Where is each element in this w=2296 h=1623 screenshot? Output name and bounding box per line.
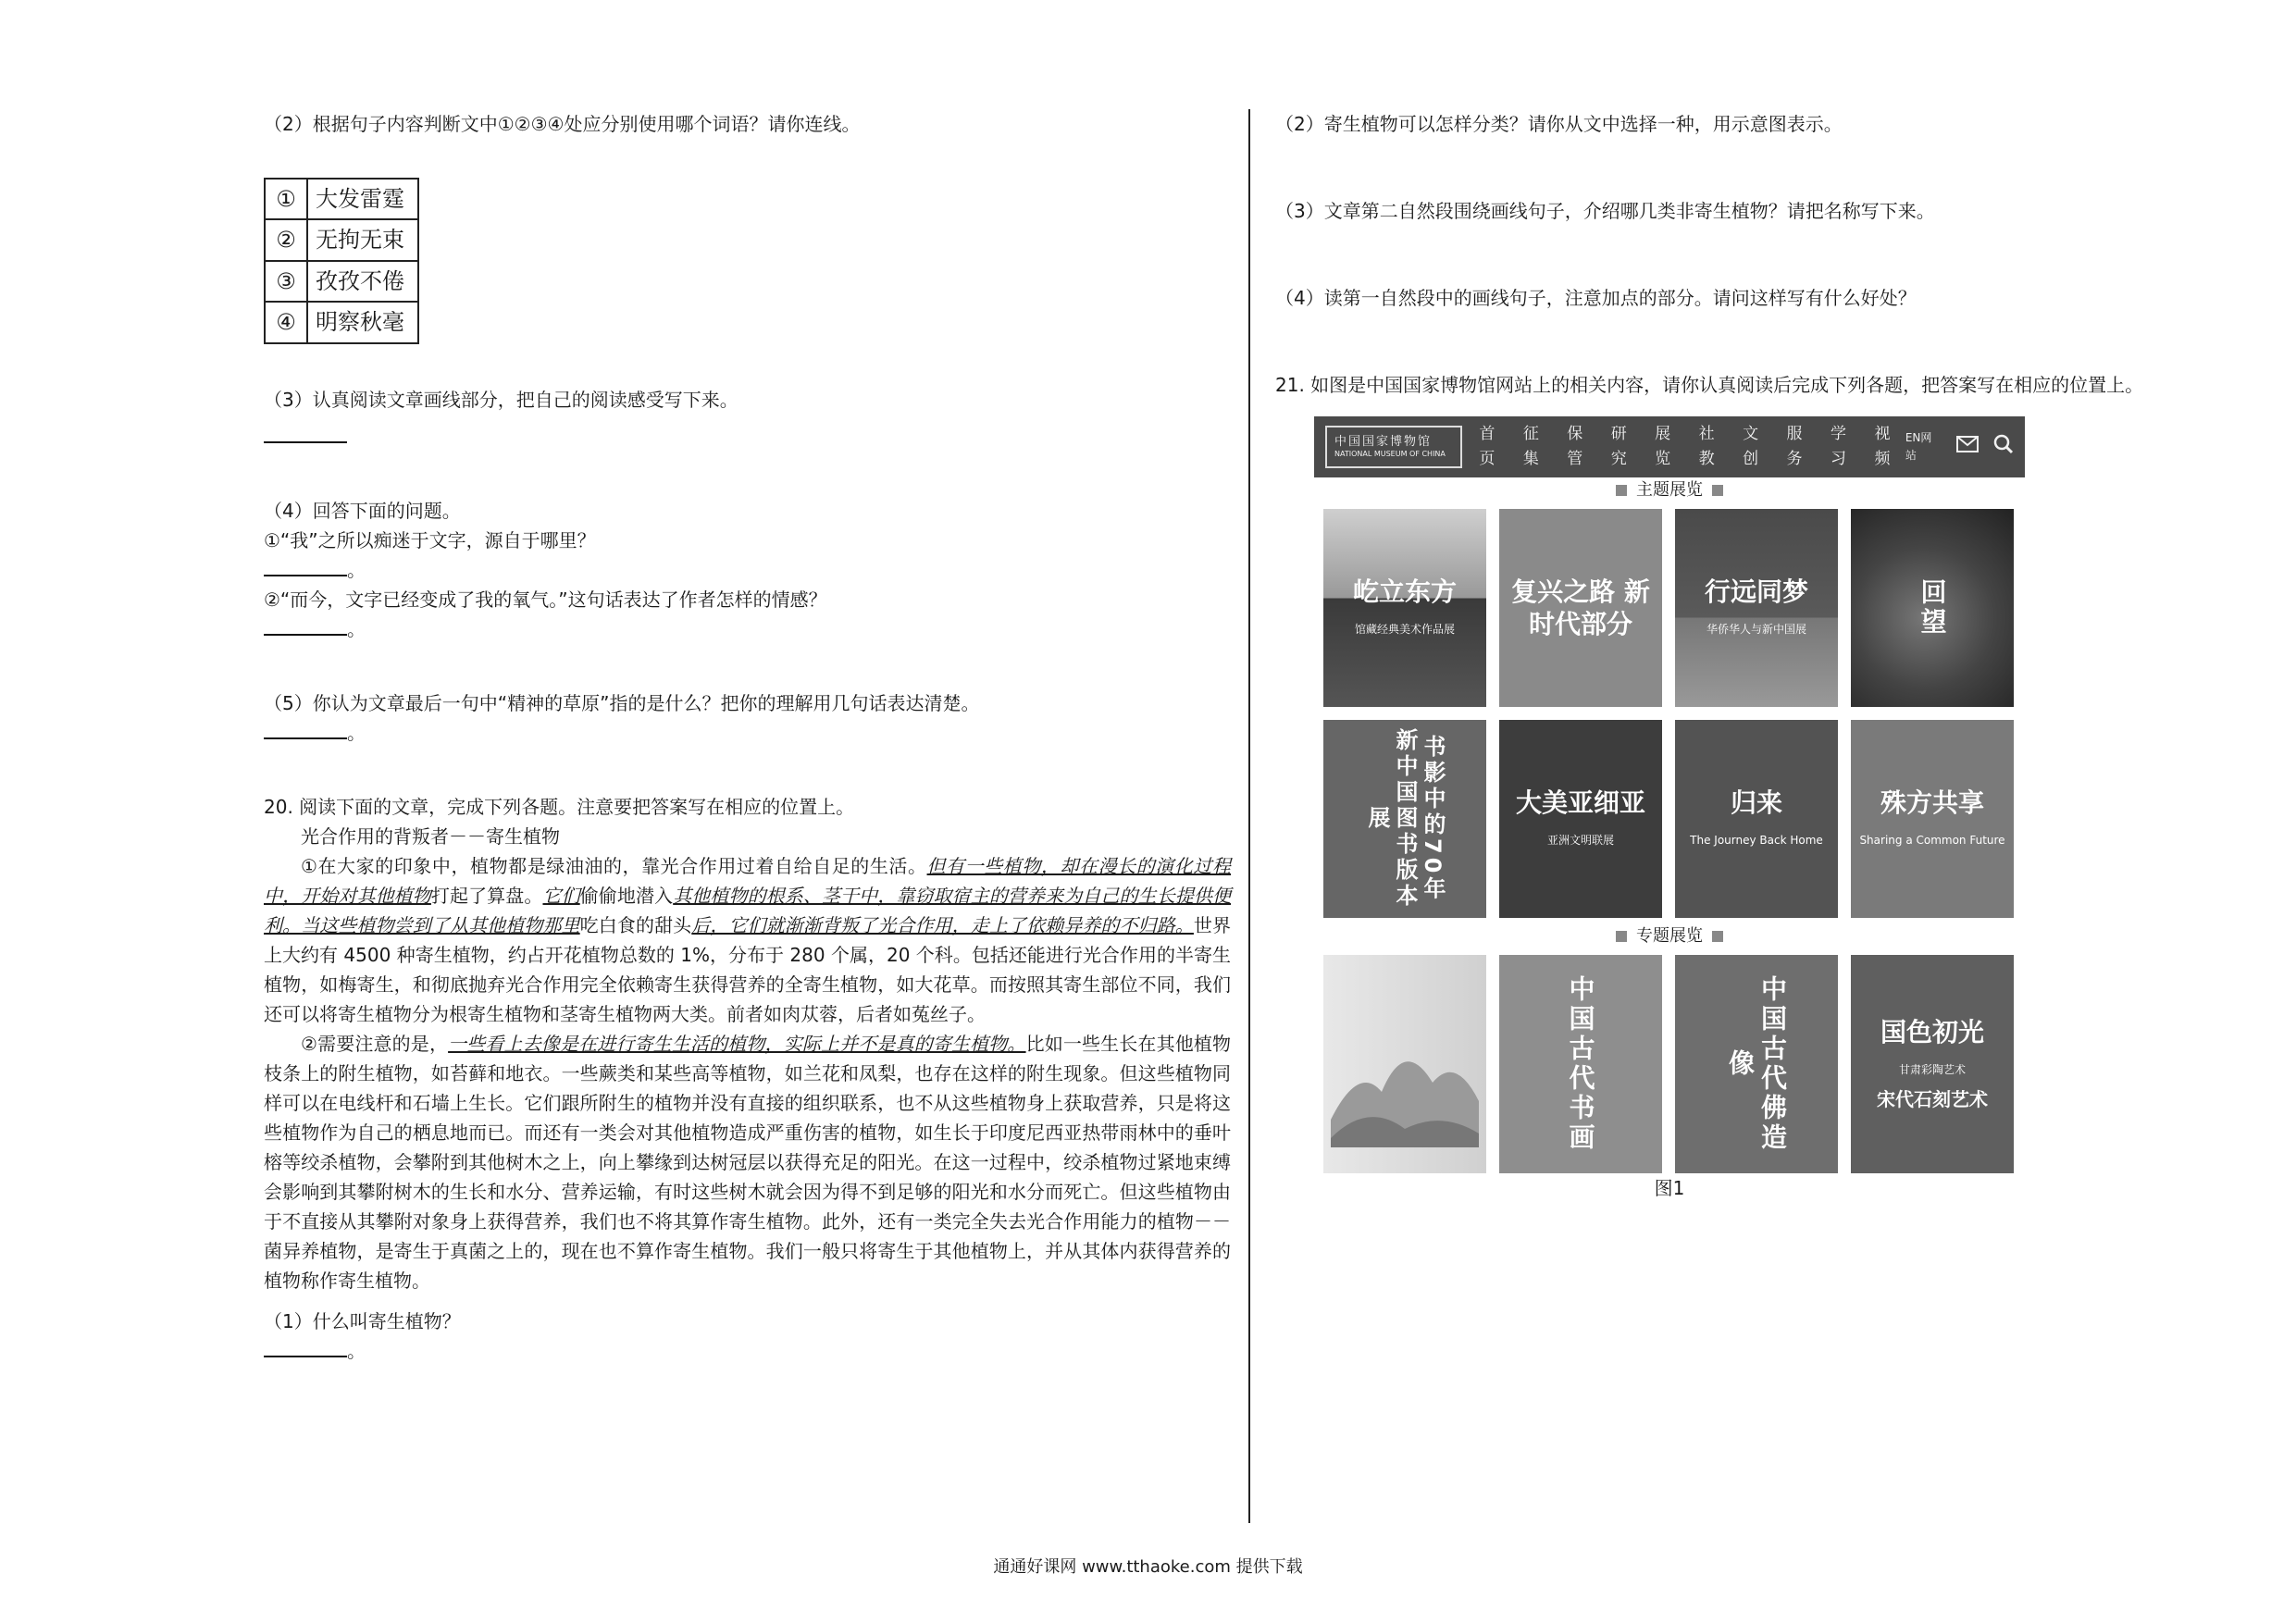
word-choice-table [264, 178, 419, 344]
museum-header [1314, 416, 2025, 477]
answer-line[interactable]: 。 [264, 555, 1231, 585]
choice-row [265, 219, 418, 260]
nav-item[interactable]: 研究 [1610, 424, 1627, 468]
answer-line[interactable]: 。 [264, 614, 1231, 644]
exhibition-poster[interactable]: 屹立东方 馆藏经典美术作品展 [1323, 509, 1486, 707]
exhibition-poster[interactable]: 大美亚细亚 亚洲文明联展 [1499, 720, 1662, 918]
nav-item[interactable]: 征集 [1522, 424, 1539, 468]
article-paragraph-2: ②需要注意的是，一些看上去像是在进行寄生生活的植物，实际上并不是真的寄生植物。比如一些生长在其他植物枝条上的附生植物，如苔藓和地衣。一些蕨类和某些高等植物，如兰花和凤梨，也存在这样的附生现象。但这些植物同样可以在电线杆和石墙上生长。它们跟所附生的植物并没有直接的组织联系，也不从这些植物身上获取营养，只是将这些植物作为自己的栖息地而已。而还有一类会对其他植物造成严重伤害的植物，如生长于印度尼西亚热带雨林中的垂叶榕等绞杀植物，会攀附到其他树木之上，向上攀缘到达树冠层以获得充足的阳光。在这一过程中，绞杀植物过紧地束缚会影响到其攀附树木的生长和水分、营养运输，有时这些树木就会因为得不到足够的阳光和水分而死亡。但这些植物由于不直接从其攀附对象身上获得营养，我们也不将其算作寄生植物。此外，还有一类完全失去光合作用能力的植物－－菌异养植物，是寄生于真菌之上的，现在也不算作寄生植物。我们一般只将寄生于其他植物上，并从其体内获得营养的植物称作寄生植物。 [264, 1032, 1232, 1292]
landscape-painting-image [1331, 981, 1479, 1147]
nav-item[interactable]: 服务 [1786, 424, 1803, 468]
exhibition-poster[interactable]: 国色初光 甘肃彩陶艺术 宋代石刻艺术 [1851, 955, 2014, 1173]
mail-icon[interactable] [1956, 436, 1979, 458]
exhibition-poster[interactable]: 复兴之路 新时代部分 [1499, 509, 1662, 707]
column-divider [1248, 109, 1250, 1523]
question-20-2-text: （2）寄生植物可以怎样分类？请你从文中选择一种，用示意图表示。 [1275, 113, 1843, 135]
figure-caption: 图1 [1654, 1177, 1685, 1199]
question-20-4-text: （4）读第一自然段中的画线句子，注意加点的部分。请问这样写有什么好处？ [1275, 287, 1917, 309]
choice-number: ④ [265, 302, 307, 342]
exhibition-poster[interactable]: 殊方共享 Sharing a Common Future [1851, 720, 2014, 918]
special-exhibitions-grid [1314, 949, 2025, 1179]
exhibition-poster[interactable]: 行远同梦 华侨华人与新中国展 [1675, 509, 1838, 707]
museum-website-figure [1314, 416, 2025, 1166]
article-title: 光合作用的背叛者－－寄生植物 [301, 824, 560, 848]
museum-tools [1905, 429, 2014, 465]
exhibition-poster[interactable]: 中国古代佛造像 [1675, 955, 1838, 1173]
exhibition-poster[interactable] [1323, 955, 1486, 1173]
nav-item[interactable]: 学习 [1830, 424, 1846, 468]
nav-item[interactable]: 保管 [1567, 424, 1583, 468]
answer-line[interactable] [264, 422, 1231, 452]
right-column [1275, 109, 2256, 1203]
choice-number: ② [265, 219, 307, 260]
article [264, 822, 1231, 1295]
search-icon[interactable] [1993, 434, 2014, 460]
answer-line[interactable]: 。 [264, 718, 1231, 748]
choice-word: 无拘无束 [307, 219, 418, 260]
choice-number: ① [265, 179, 307, 219]
question-4-2-text: ②“而今，文字已经变成了我的氧气。”这句话表达了作者怎样的情感？ [264, 588, 827, 611]
article-paragraph-1: ①在大家的印象中，植物都是绿油油的，靠光合作用过着自给自足的生活。但有一些植物，却在漫长的演化过程中，开始对其他植物打起了算盘。它们偷偷地潜入其他植物的根系、茎干中，靠窃取宿主的营养来为自己的生长提供便利。当这些植物尝到了从其他植物那里吃白食的甜头后，它们就渐渐背叛了光合作用，走上了依赖异养的不归路。世界上大约有 4500 种寄生植物，约占开花植物总数的 1%，分布于 280 个属，20 个科。包括还能进行光合作用的半寄生植物，如梅寄生，和彻底抛弃光合作用完全依赖寄生获得营养的全寄生植物，如大花草。而按照其寄生部位不同，我们还可以将寄生植物分为根寄生植物和茎寄生植物两大类。前者如肉苁蓉，后者如菟丝子。 [264, 854, 1232, 1025]
question-21-text: 21. 如图是中国国家博物馆网站上的相关内容，请你认真阅读后完成下列各题，把答案写在相应的位置上。 [1275, 374, 2144, 396]
choice-row [265, 302, 418, 342]
nav-item[interactable]: 文创 [1743, 424, 1759, 468]
question-2-text: （2）根据句子内容判断文中①②③④处应分别使用哪个词语？请你连线。 [264, 113, 861, 135]
choice-row [265, 261, 418, 302]
language-link[interactable]: EN网站 [1905, 430, 1932, 462]
choice-row [265, 179, 418, 219]
museum-nav [1479, 422, 1905, 472]
choice-number: ③ [265, 261, 307, 302]
question-20-1-text: （1）什么叫寄生植物？ [264, 1309, 461, 1332]
choice-word: 明察秋毫 [307, 302, 418, 342]
choice-word: 孜孜不倦 [307, 261, 418, 302]
choice-word: 大发雷霆 [307, 179, 418, 219]
nav-item[interactable]: 视频 [1874, 424, 1891, 468]
theme-exhibitions-grid [1314, 503, 2025, 923]
museum-logo[interactable]: 中国国家博物馆 NATIONAL MUSEUM OF CHINA [1325, 426, 1462, 468]
question-20-text: 20. 阅读下面的文章，完成下列各题。注意要把答案写在相应的位置上。 [264, 795, 855, 818]
exhibition-poster[interactable]: 书影中的70年 新中国图书版本展 [1323, 720, 1486, 918]
section-heading-special: 专题展览 [1314, 923, 2025, 949]
left-column [264, 109, 1231, 1366]
section-heading-theme: 主题展览 [1314, 477, 2025, 503]
exhibition-poster[interactable]: 回望 [1851, 509, 2014, 707]
answer-line[interactable]: 。 [264, 1336, 1231, 1366]
exhibition-poster[interactable]: 归来 The Journey Back Home [1675, 720, 1838, 918]
page-footer: 通通好课网 www.tthaoke.com 提供下载 [993, 1557, 1303, 1577]
question-3-text: （3）认真阅读文章画线部分，把自己的阅读感受写下来。 [264, 388, 738, 411]
question-20-3-text: （3）文章第二自然段围绕画线句子，介绍哪几类非寄生植物？请把名称写下来。 [1275, 200, 1935, 222]
question-4-text: （4）回答下面的问题。 [264, 499, 461, 522]
question-4-1-text: ①“我”之所以痴迷于文字，源自于哪里？ [264, 528, 596, 551]
question-5-text: （5）你认为文章最后一句中“精神的草原”指的是什么？把你的理解用几句话表达清楚。 [264, 691, 980, 714]
exhibition-poster[interactable]: 中国古代书画 [1499, 955, 1662, 1173]
nav-item[interactable]: 展览 [1655, 424, 1671, 468]
nav-item[interactable]: 首页 [1479, 424, 1496, 468]
nav-item[interactable]: 社教 [1698, 424, 1715, 468]
